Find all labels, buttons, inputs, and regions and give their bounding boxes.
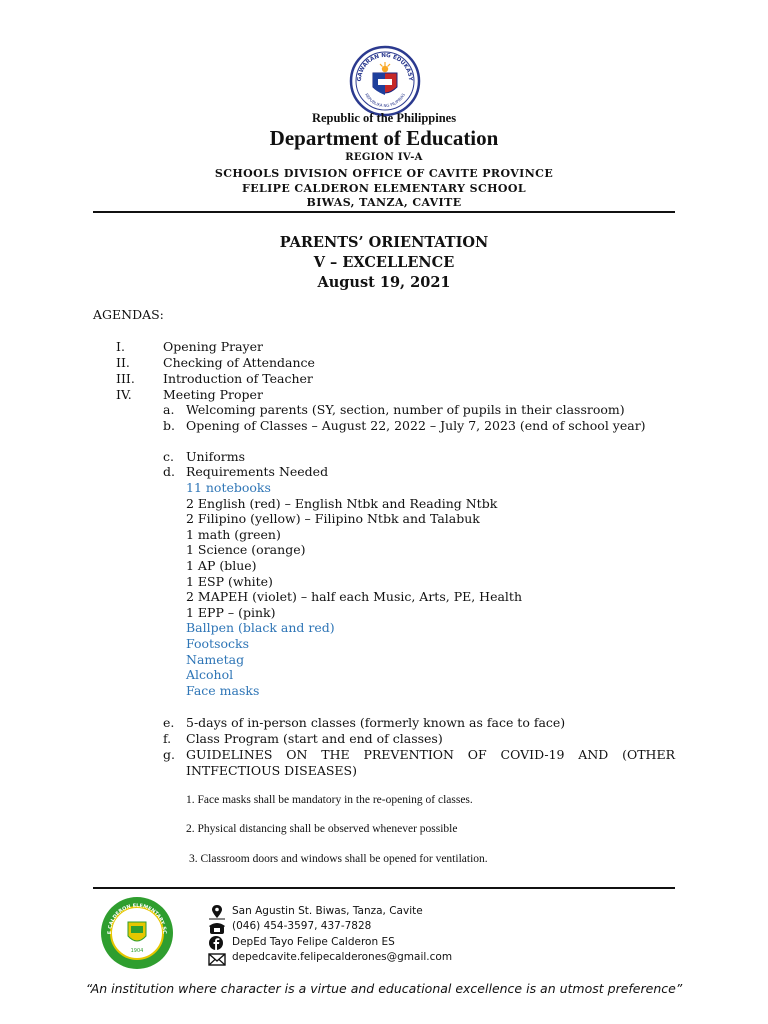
deped-seal-logo (349, 45, 421, 117)
agenda-num: II. (116, 355, 130, 370)
requirement-item: Footsocks (186, 635, 249, 651)
requirement-item: 1 ESP (white) (186, 573, 273, 589)
requirement-item: 1 Science (orange) (186, 542, 306, 558)
agenda-num: III. (116, 371, 135, 386)
svg-text:REPUBLIKA NG PILIPINAS: REPUBLIKA NG PILIPINAS (364, 92, 406, 109)
agenda-item: Checking of Attendance (163, 355, 315, 370)
requirement-item: 2 MAPEH (violet) – half each Music, Arts, PE, Health (186, 589, 522, 605)
requirement-item: 1 AP (blue) (186, 557, 257, 573)
item-uniforms: Uniforms (186, 449, 245, 464)
item-covid-guidelines: GUIDELINES ON THE PREVENTION OF COVID-19 AND (OTHER INTFECTIOUS DISEASES) (186, 747, 675, 778)
requirement-item: 1 math (green) (186, 526, 281, 542)
school-address: BIWAS, TANZA, CAVITE (306, 196, 462, 209)
item-requirements: Requirements Needed (186, 464, 329, 479)
location-pin-icon (208, 904, 226, 920)
school-name: FELIPE CALDERON ELEMENTARY SCHOOL (241, 182, 527, 195)
svg-text:FELIPE CALDERON ELEMENTARY SCH: E CALDERON ELEMENTARY SC (106, 902, 168, 935)
item-in-person-classes: 5-days of in-person classes (formerly known as face to face) (186, 715, 566, 730)
department-title: Department of Education (269, 126, 499, 150)
school-logo (100, 896, 174, 970)
footer-divider (93, 887, 675, 889)
document-title: PARENTS’ ORIENTATION (279, 234, 489, 251)
item-welcoming-parents: Welcoming parents (SY, section, number of pupils in their classroom) (186, 402, 625, 417)
republic-label: Republic of the Philippines (311, 111, 457, 125)
svg-text:KAGAWARAN NG EDUKASYON: GAWARAN NG EDUKASY (356, 52, 414, 82)
region-label: REGION IV-A (345, 152, 423, 163)
agenda-item: Meeting Proper (163, 387, 263, 402)
division-label: SCHOOLS DIVISION OFFICE OF CAVITE PROVINCE (214, 167, 554, 180)
footer-email: depedcavite.felipecalderones@gmail.com (232, 951, 453, 963)
item-letter: b. (163, 418, 175, 433)
requirement-item: 2 Filipino (yellow) – Filipino Ntbk and Talabuk (186, 511, 480, 527)
guideline-item: 2. Physical distancing shall be observed whenever possible (186, 823, 458, 835)
phone-icon (208, 920, 226, 936)
item-letter: e. (163, 715, 175, 730)
email-icon (208, 951, 226, 967)
requirement-item: 1 EPP – (pink) (186, 604, 276, 620)
section-title: V – EXCELLENCE (313, 254, 455, 271)
requirement-item: Ballpen (black and red) (186, 620, 335, 636)
requirement-item: Face masks (186, 682, 260, 698)
footer-facebook: DepEd Tayo Felipe Calderon ES (232, 936, 395, 948)
svg-text:1904: 1904 (130, 948, 144, 954)
agenda-item: Opening Prayer (163, 339, 263, 354)
agendas-label: AGENDAS: (93, 307, 164, 322)
footer-phone: (046) 454-3597, 437-7828 (232, 920, 372, 932)
school-motto-quote: “An institution where character is a virtue and educational excellence is an utmost preference” (85, 981, 683, 996)
agenda-num: I. (116, 339, 125, 354)
agenda-num: IV. (116, 387, 132, 402)
agenda-item: Introduction of Teacher (163, 371, 313, 386)
footer-address: San Agustin St. Biwas, Tanza, Cavite (232, 905, 423, 917)
requirement-item: Nametag (186, 651, 245, 667)
item-class-program: Class Program (start and end of classes) (186, 731, 443, 746)
item-letter: f. (163, 731, 172, 746)
requirements-list (186, 480, 675, 698)
item-letter: a. (163, 402, 175, 417)
requirement-item: 11 notebooks (186, 480, 271, 495)
requirement-item: 2 English (red) – English Ntbk and Reading Ntbk (186, 495, 498, 511)
header-divider (93, 211, 675, 213)
item-letter: c. (163, 449, 174, 464)
meeting-date: August 19, 2021 (317, 274, 451, 291)
item-letter: d. (163, 464, 175, 479)
facebook-icon (208, 935, 226, 951)
item-letter: g. (163, 747, 175, 762)
guideline-item: 3. Classroom doors and windows shall be opened for ventilation. (189, 853, 488, 865)
item-opening-of-classes: Opening of Classes – August 22, 2022 – July 7, 2023 (end of school year) (186, 418, 646, 433)
guideline-item: 1. Face masks shall be mandatory in the re-opening of classes. (186, 794, 473, 806)
requirement-item: Alcohol (186, 667, 234, 683)
